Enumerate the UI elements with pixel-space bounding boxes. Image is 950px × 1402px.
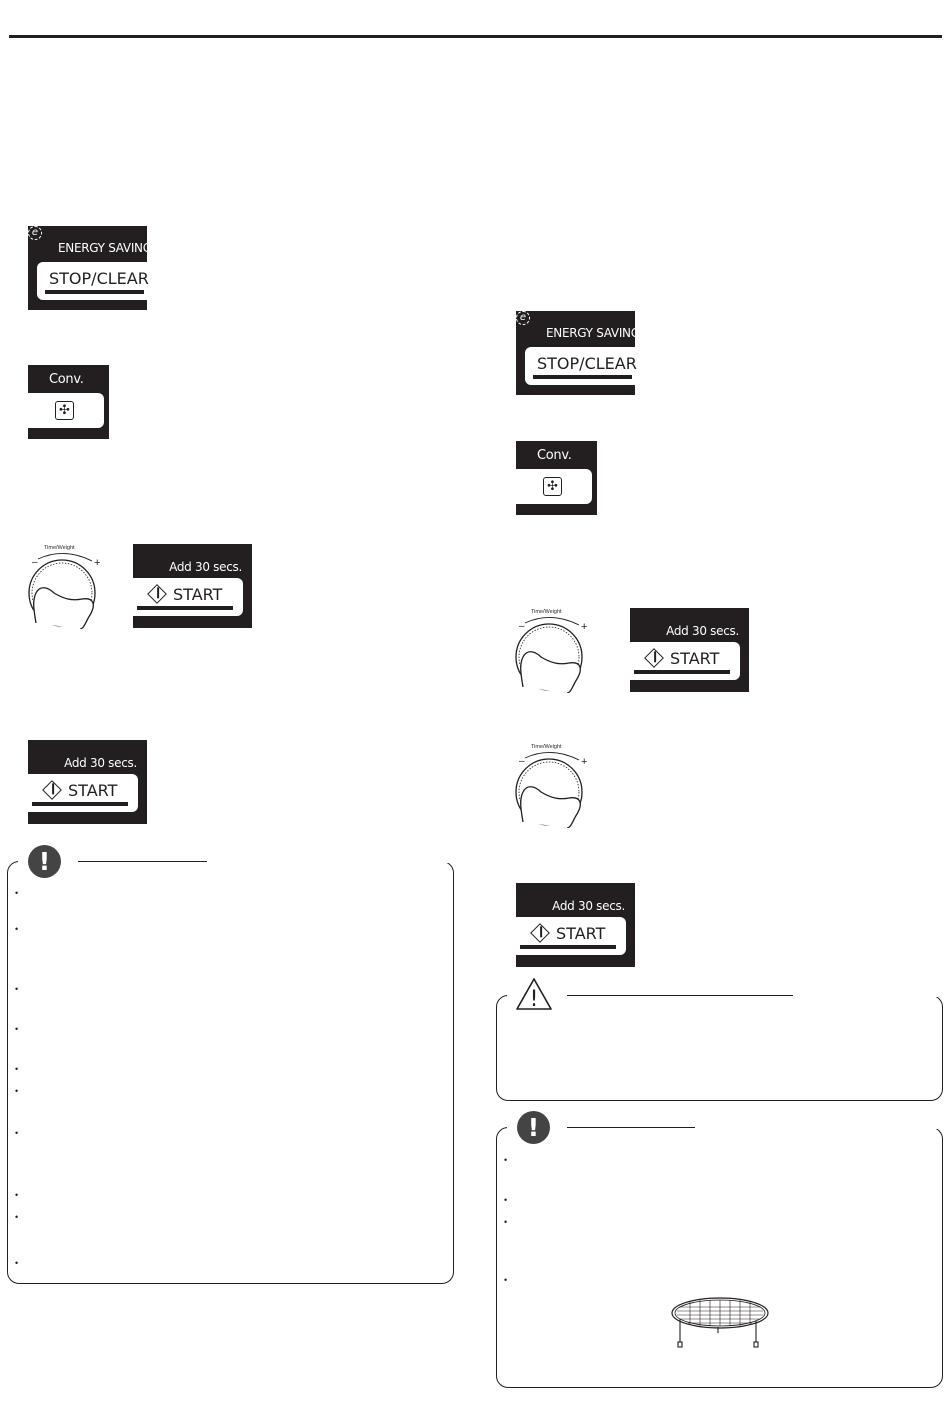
dial-label: Time/Weight <box>531 744 562 750</box>
add-30-secs-label: Add 30 secs. <box>552 899 625 913</box>
note-icon: ! <box>517 1111 550 1144</box>
page-top-rule <box>9 35 942 38</box>
dial-minus: – <box>519 756 525 767</box>
start-label: START <box>68 781 118 800</box>
bullet: • <box>504 1275 508 1285</box>
time-weight-dial <box>511 742 591 828</box>
add-30-secs-label: Add 30 secs. <box>666 624 739 638</box>
dial-minus: – <box>519 621 525 632</box>
start-label: START <box>670 649 720 668</box>
hand-icon <box>34 588 94 629</box>
bullet: • <box>15 1190 19 1200</box>
start-underline <box>137 606 233 610</box>
bullet: • <box>504 1155 508 1165</box>
dial-plus: + <box>581 621 588 633</box>
note-box <box>7 847 454 1284</box>
conv-label: Conv. <box>537 448 572 463</box>
hand-icon <box>521 652 581 693</box>
start-key <box>516 883 635 967</box>
start-label: START <box>556 924 606 943</box>
stop-clear-key <box>28 226 152 310</box>
time-weight-dial <box>511 607 591 693</box>
bullet: • <box>15 1128 19 1138</box>
start-key <box>630 608 749 692</box>
conv-key <box>516 441 597 515</box>
bullet: • <box>504 1195 508 1205</box>
energy-saving-label: ENERGY SAVING <box>58 241 152 255</box>
dial-plus: + <box>94 557 101 569</box>
fan-icon: ✣ <box>55 401 74 420</box>
caution-mark: ! <box>529 987 539 1012</box>
dial-label: Time/Weight <box>531 609 562 615</box>
bullet: • <box>504 1217 508 1227</box>
conv-key <box>28 365 109 439</box>
start-label: START <box>173 585 223 604</box>
start-key <box>28 740 147 824</box>
bullet: • <box>15 1258 19 1268</box>
start-underline <box>520 945 616 949</box>
start-underline <box>634 670 730 674</box>
caution-icon <box>514 976 554 1012</box>
metal-rack-illustration <box>668 1295 772 1351</box>
note-icon: ! <box>28 845 61 878</box>
start-underline <box>32 802 128 806</box>
bullet: • <box>15 924 19 934</box>
eco-icon: e <box>516 311 530 325</box>
caution-box <box>496 995 943 1101</box>
start-key <box>133 544 252 628</box>
bullet: • <box>15 1024 19 1034</box>
stop-clear-underline <box>533 375 632 379</box>
bullet: • <box>15 1212 19 1222</box>
bullet: • <box>15 888 19 898</box>
stop-clear-label: STOP/CLEAR <box>49 269 149 288</box>
dial-label: Time/Weight <box>44 545 75 551</box>
bullet: • <box>15 1086 19 1096</box>
time-weight-dial <box>24 543 104 629</box>
eco-icon: e <box>28 226 42 240</box>
fan-icon: ✣ <box>543 477 562 496</box>
bullet: • <box>15 1064 19 1074</box>
stop-clear-key <box>516 311 640 395</box>
energy-saving-label: ENERGY SAVING <box>546 326 640 340</box>
stop-clear-label: STOP/CLEAR <box>537 354 637 373</box>
add-30-secs-label: Add 30 secs. <box>64 756 137 770</box>
dial-minus: – <box>32 557 38 568</box>
add-30-secs-label: Add 30 secs. <box>169 560 242 574</box>
bullet: • <box>15 984 19 994</box>
dial-plus: + <box>581 756 588 768</box>
hand-icon <box>521 787 581 828</box>
stop-clear-underline <box>45 290 144 294</box>
conv-label: Conv. <box>49 372 84 387</box>
